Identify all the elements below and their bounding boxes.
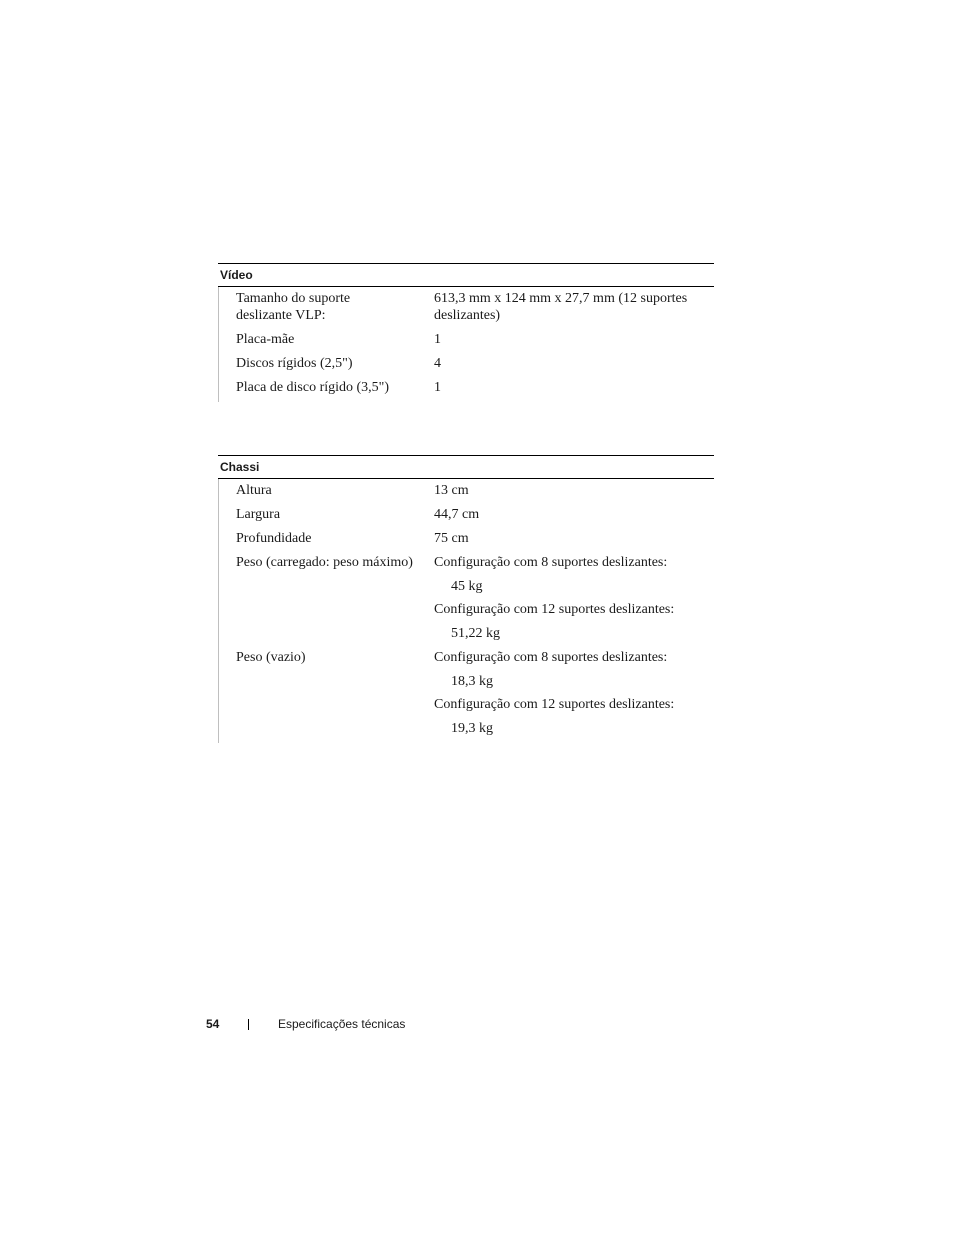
config-8-label: Configuração com 8 suportes deslizantes:	[434, 555, 668, 570]
spec-label: Peso (carregado: peso máximo)	[236, 555, 413, 570]
table-row	[219, 481, 714, 505]
table-row	[219, 553, 714, 648]
weight-12-value: 51,22 kg	[451, 626, 500, 641]
spec-value: 1	[434, 380, 441, 395]
chassi-table-body	[218, 479, 714, 743]
table-row	[219, 378, 714, 402]
spec-value: 1	[434, 332, 441, 347]
config-8-label: Configuração com 8 suportes deslizantes:	[434, 650, 668, 665]
spec-label: Placa de disco rígido (3,5")	[236, 380, 390, 395]
spec-label: Altura	[236, 483, 272, 498]
spec-value	[434, 649, 714, 737]
table-row	[219, 529, 714, 553]
spec-label: Placa-mãe	[236, 332, 295, 347]
spec-label: Discos rígidos (2,5")	[236, 356, 353, 371]
table-row	[219, 330, 714, 354]
page-number: 54	[206, 1017, 220, 1031]
spec-value: 613,3 mm x 124 mm x 27,7 mm (12 suportes deslizantes)	[434, 291, 688, 323]
table-row	[219, 505, 714, 529]
weight-8-value: 18,3 kg	[451, 674, 493, 689]
weight-12-value: 19,3 kg	[451, 721, 493, 736]
video-spec-table	[218, 263, 714, 402]
weight-8-value: 45 kg	[451, 579, 483, 594]
spec-value: 44,7 cm	[434, 507, 480, 522]
table-row	[219, 648, 714, 743]
spec-value: 75 cm	[434, 531, 469, 546]
spec-label: Tamanho do suporte deslizante VLP:	[236, 291, 351, 323]
spec-label: Largura	[236, 507, 281, 522]
table-row	[219, 289, 714, 330]
video-table-body	[218, 287, 714, 402]
spec-value: 4	[434, 356, 441, 371]
spec-label: Profundidade	[236, 531, 312, 546]
footer-section-title: Especificações técnicas	[278, 1017, 406, 1031]
config-12-label: Configuração com 12 suportes deslizantes:	[434, 602, 675, 617]
footer-divider	[248, 1019, 249, 1030]
chassi-table-heading: Chassi	[218, 455, 714, 479]
config-12-label: Configuração com 12 suportes deslizantes:	[434, 697, 675, 712]
video-table-heading: Vídeo	[218, 263, 714, 287]
spec-value: 13 cm	[434, 483, 469, 498]
chassi-spec-table	[218, 455, 714, 743]
spec-value	[434, 554, 714, 642]
table-row	[219, 354, 714, 378]
spec-label: Peso (vazio)	[236, 650, 306, 665]
